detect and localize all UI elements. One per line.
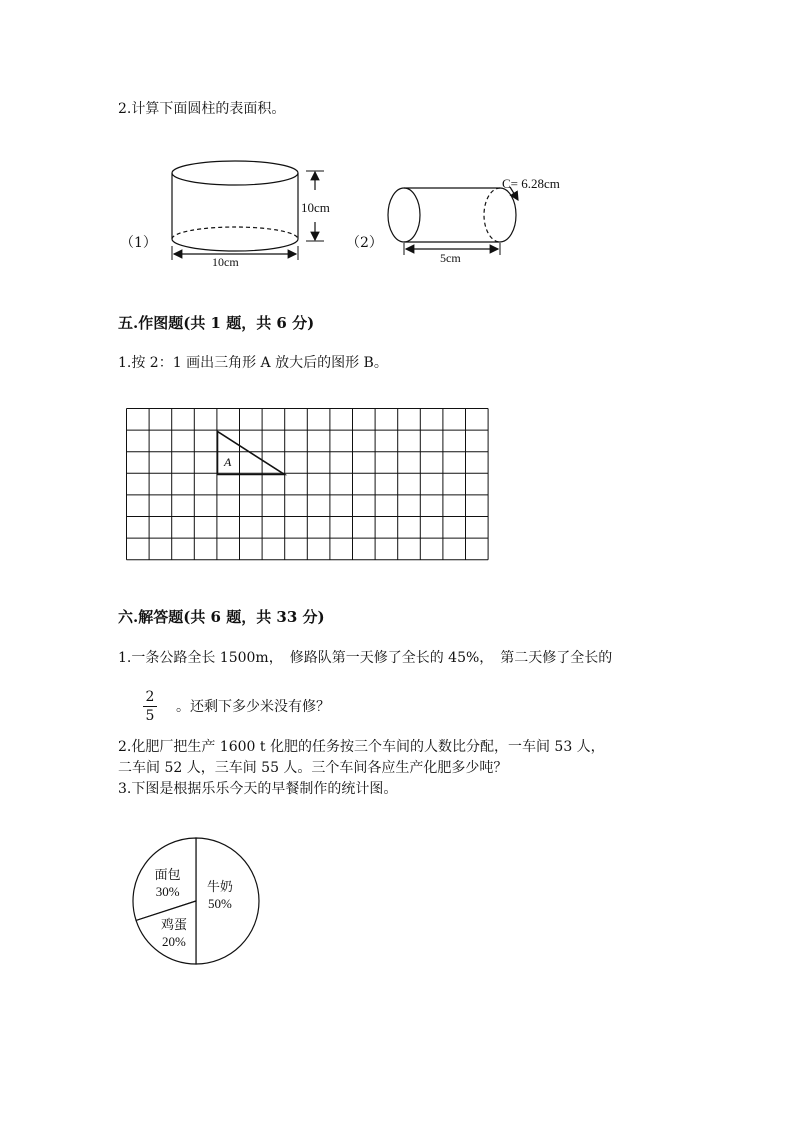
fraction-denominator: 5 bbox=[145, 708, 155, 724]
pie-label-name: 面包 bbox=[154, 867, 181, 882]
section-6-question-3: 3.下图是根据乐乐今天的早餐制作的统计图。 bbox=[118, 781, 398, 797]
figure-1-height: 10cm bbox=[301, 200, 330, 215]
drawing-grid bbox=[126, 408, 490, 563]
question-2-title: 2.计算下面圆柱的表面积。 bbox=[118, 101, 286, 117]
figure-1-diameter: 10cm bbox=[212, 255, 239, 269]
pie-label-percent: 50% bbox=[208, 896, 232, 911]
figure-2-length: 5cm bbox=[440, 251, 461, 265]
fraction-two-fifths bbox=[143, 688, 157, 725]
triangle-a-label: A bbox=[224, 455, 232, 469]
section-5-heading: 五.作图题(共 1 题，共 6 分) bbox=[118, 314, 315, 332]
cylinder-figures bbox=[110, 150, 610, 275]
figure-2-label: （2） bbox=[346, 235, 383, 251]
section-6-question-1-line-2: 。还剩下多少米没有修？ bbox=[176, 699, 330, 715]
pie-label-name: 牛奶 bbox=[206, 879, 233, 894]
section-5-question-1: 1.按 2：1 画出三角形 A 放大后的图形 B。 bbox=[118, 355, 388, 371]
section-6-question-2-line-2: 二车间 52 人，三车间 55 人。三个车间各应生产化肥多少吨？ bbox=[118, 760, 508, 776]
cylinder-lying bbox=[388, 187, 518, 255]
fraction-numerator: 2 bbox=[143, 688, 157, 707]
section-6-question-1-line-1: 1.一条公路全长 1500m， 修路队第一天修了全长的 45%， 第二天修了全长的 bbox=[118, 650, 613, 666]
section-6-heading: 六.解答题(共 6 题，共 33 分) bbox=[118, 608, 325, 626]
figure-1-label: （1） bbox=[120, 235, 157, 251]
figure-2-circumference: C= 6.28cm bbox=[502, 176, 560, 191]
pie-label-name: 鸡蛋 bbox=[160, 917, 187, 932]
breakfast-pie-chart bbox=[126, 834, 266, 968]
pie-label-percent: 30% bbox=[155, 884, 180, 899]
section-6-question-2-line-1: 2.化肥厂把生产 1600 t 化肥的任务按三个车间的人数比分配，一车间 53 人， bbox=[118, 739, 605, 755]
pie-label-percent: 20% bbox=[162, 934, 186, 949]
